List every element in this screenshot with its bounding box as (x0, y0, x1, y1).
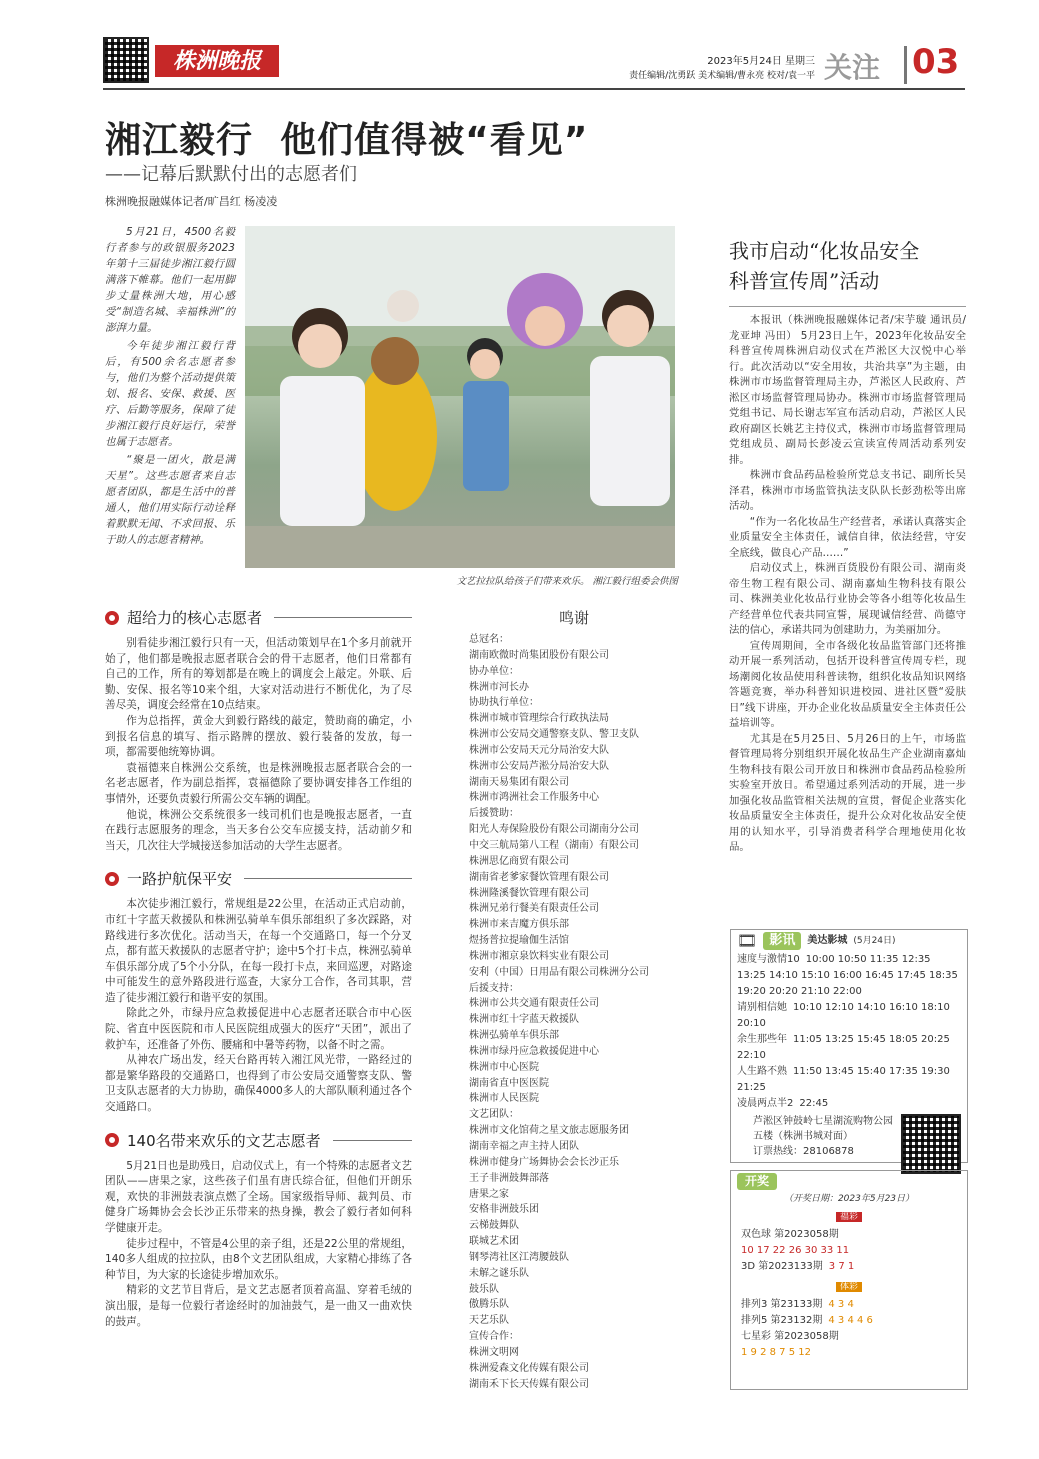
thanks-line: 株洲市文化馆荷之星文旅志愿服务团 (469, 1125, 629, 1137)
thanks-line: 王子非洲鼓舞部落 (469, 1172, 549, 1184)
thanks-line: 唐果之家 (469, 1188, 509, 1200)
movie-item (737, 952, 961, 1000)
masthead-editors: 责任编辑/沈勇跃 美术编辑/曹永亮 校对/袁一平 (629, 71, 815, 81)
thanks-line: 后援支持： (469, 982, 519, 994)
thanks-line: 中交三航局第八工程（湖南）有限公司 (469, 839, 639, 851)
thanks-line: 株洲文明网 (469, 1346, 519, 1358)
thanks-line: 株洲兄弟行餐美有限责任公司 (469, 903, 599, 915)
masthead-date: 2023年5月24日 星期三 (707, 56, 815, 67)
booking-hotline: 订票热线：28106878 (753, 1146, 854, 1157)
thanks-line: 株洲市公安局交通警察支队、警卫支队 (469, 729, 639, 741)
thanks-line: 湖南幸福之声主持人团队 (469, 1141, 579, 1152)
movie-title: 人生路不熟 (737, 1066, 787, 1077)
lead-paragraph: 5月21日，4500名毅行者参与的政银服务2023年第十三届徒步湘江毅行圆满落下帷幕。他们一起用脚步丈量株洲大地，用心感受“制造名城、幸福株洲”的澎湃力量。 (105, 226, 235, 334)
movie-date: (5月24日) (853, 936, 896, 946)
movie-times: 10:10 12:10 14:10 16:10 18:10 20:10 (737, 1002, 950, 1029)
lottery-row (741, 1243, 957, 1259)
thanks-line: 株洲市城市管理综合行政执法局 (469, 713, 609, 725)
movie-times: 11:05 13:25 15:45 18:05 20:25 22:10 (737, 1034, 950, 1061)
thanks-line: 文艺团队： (469, 1109, 519, 1121)
thanks-line: 株洲市公共交通有限责任公司 (469, 998, 599, 1010)
thanks-title: 鸣谢 (558, 609, 589, 627)
movie-box (730, 929, 968, 1163)
movie-times: 10:00 10:50 11:35 12:35 13:25 14:10 15:10 16:00 16:45 17:45 18:35 19:20 20:20 21:10 22:00 (737, 954, 958, 997)
body-paragraph: 除此之外，市绿丹应急救援促进中心志愿者还联合市中心医院、省直中医医院和市人民医院组成强大的医疗“天团”，派出了救护车，还准备了外伤、腰痛和中暑等药物，以备不时之需。 (105, 1007, 412, 1051)
section-title: 超给力的核心志愿者 (127, 609, 263, 627)
thanks-line: 总冠名： (469, 634, 509, 645)
lottery-name: 排列5 第23132期 (741, 1315, 823, 1326)
thanks-line: 株洲隆溪餐饮管理有限公司 (469, 887, 589, 899)
qr-code-cinema[interactable] (901, 1114, 961, 1174)
thanks-line: 阳光人寿保险股份有限公司湖南分公司 (469, 824, 639, 836)
body-paragraph: 株洲市食品药品检验所党总支书记、副所长吴泽君，株洲市市场监管执法支队队长彭劲松等出席活动。 (729, 469, 966, 512)
thanks-line: 傲腾乐队 (469, 1299, 509, 1311)
lead-paragraph: “聚是一团火，散是满天星”。这些志愿者来自志愿者团队，都是生活中的普通人，他们用实际行动诠释着默默无闻、不求回报、乐于助人的志愿者精神。 (105, 454, 235, 546)
body-paragraph: 尤其是在5月25日、5月26日的上午，市场监督管理局将分别组织开展化妆品生产企业湖南嘉灿生物科技有限公司开放日和株洲市食品药品检验所实验室开放日。希望通过系列活动的开展，进一步加强化妆品监管相关法规的宣贯，督促企业落实化妆品质量安全主体责任，提升公众对化妆品安全使用的认知水平，引导消费者科学合理地使用化妆品。 (729, 732, 966, 853)
article-title: 湘江毅行 他们值得被“看见” (105, 120, 589, 161)
movie-item (737, 1000, 961, 1032)
welfare-label: 福彩 (836, 1212, 862, 1222)
movie-badge: 影讯 (763, 932, 801, 950)
body-paragraph: 徒步过程中，不管是4公里的亲子组，还是22公里的常规组，140多人组成的拉拉队，由8个文艺团队组成，大家精心排练了各种节目，为大家的长途徒步增加欢乐。 (105, 1237, 412, 1281)
thanks-line: 天艺乐队 (469, 1315, 509, 1327)
thanks-line: 宣传合作： (469, 1331, 519, 1343)
thanks-line: 湖南天易集团有限公司 (469, 776, 569, 788)
lottery-numbers: 4 3 4 (828, 1299, 854, 1310)
thanks-line: 联城艺术团 (469, 1236, 519, 1248)
thanks-lines (469, 632, 679, 1393)
photo-illustration (245, 226, 675, 568)
movie-item (737, 1064, 961, 1096)
lottery-numbers: 3 7 1 (828, 1261, 855, 1272)
thanks-line: 云梯鼓舞队 (469, 1220, 519, 1232)
body-paragraph: 袁福德来自株洲公交系统，也是株洲晚报志愿者联合会的一名老志愿者，作为副总指挥，袁福德除了要协调安排各工作组的事情外，还要负责毅行所需公交车辆的调配。 (105, 761, 412, 805)
header-divider (904, 46, 907, 84)
thanks-line: 株洲市中心医院 (469, 1061, 539, 1073)
thanks-line: 煜扬普拉提瑜伽生活馆 (469, 935, 569, 947)
newspaper-logo: 株洲晚报 (155, 45, 279, 77)
thanks-list (469, 606, 679, 1393)
cinema-name: 美达影城 (807, 935, 848, 946)
section-title: 140名带来欢乐的文艺志愿者 (127, 1131, 321, 1150)
side-title-line: 科普宣传周”活动 (729, 269, 880, 293)
divider (333, 1140, 412, 1141)
thanks-line: 株洲市人民医院 (469, 1093, 539, 1105)
sports-list (731, 1297, 967, 1361)
sports-label: 体彩 (836, 1282, 862, 1292)
lottery-row (741, 1297, 957, 1313)
bullet-icon (105, 1133, 119, 1147)
thanks-line: 钢琴湾社区江湾腰鼓队 (469, 1251, 569, 1263)
side-title-line: 我市启动“化妆品安全 (729, 239, 920, 263)
movie-title: 速度与激情10 (737, 954, 800, 965)
movie-title: 余生那些年 (737, 1034, 787, 1045)
section-heading (105, 868, 412, 889)
thanks-line: 湖南省老爹家餐饮管理有限公司 (469, 871, 609, 883)
thanks-line: 后援赞助： (469, 808, 519, 820)
side-article-title (729, 236, 966, 296)
thanks-line: 株洲弘骑单车俱乐部 (469, 1030, 559, 1042)
movie-title: 请别相信她 (737, 1002, 787, 1013)
body-paragraph: 本报讯（株洲晚报融媒体记者/宋芋璇 通讯员/龙亚坤 冯田） 5月23日上午，2023年化妆品安全科普宣传周株洲启动仪式在芦淞区大汉悦中心举行。此次活动以“安全用妆，共治共享”为主题，由株洲市市场监督管理局主办，芦淞区人民政府、芦淞区市场监督管理局协办。株洲市市场监督管理局党组书记、局长谢志军宣布活动启动，芦淞区人民政府副区长姚艺主持仪式，株洲市市场监督管理局党组成员、副局长彭凌云宣读宣传周活动系列安排。 (729, 314, 966, 466)
lottery-row (741, 1329, 957, 1345)
body-paragraph: 5月21日也是助残日，启动仪式上，有一个特殊的志愿者文艺团队——唐果之家，这些孩子们虽有唐氏综合征，但他们开朗乐观，欢快的非洲鼓表演点燃了全场。国家级指导师、裁判员、市健身广场舞协会会长沙正乐带来的热身操，教会了毅行者如何科学健康开走。 (105, 1159, 412, 1234)
cinema-address: 芦淞区钟鼓岭七星湖流购物公园五楼（株洲书城对面） (753, 1116, 893, 1142)
body-paragraph: 宣传周期间，全市各级化妆品监管部门还将推动开展一系列活动，包括开设科普宣传周专栏，现场潮阅化妆品使用科普读物，组织化妆品知识网络答题竞赛，举办科普知识进校园、进社区暨“爱肤日”线下讲座，开办企业化妆品质量安全主体责任公益培训等。 (729, 639, 966, 729)
lottery-row (741, 1259, 957, 1275)
lottery-box (730, 1170, 968, 1390)
body-paragraph: 他说，株洲公交系统很多一线司机们也是晚报志愿者，一直在践行志愿服务的理念，当天多台公交车应援支持，活动前夕和当天，几次往大学城接送参加活动的大学生志愿者。 (105, 808, 412, 852)
lottery-row (741, 1227, 957, 1243)
movie-item (737, 1032, 961, 1064)
bullet-icon (105, 872, 119, 886)
lottery-numbers: 4 3 4 4 6 (828, 1315, 873, 1326)
section-title: 一路护航保平安 (127, 870, 233, 889)
photo-caption: 文艺拉拉队给孩子们带来欢乐。 湘江毅行组委会供图 (456, 576, 678, 587)
body-paragraph: 启动仪式上，株洲百货股份有限公司、湖南炎帝生物工程有限公司、湖南嘉灿生物科技有限公司、株洲美业化妆品行业协会等各小组等化妆品生产经营单位代表共同宣誓，展现诚信经营、尚德守法的信心，承诺共同为创建助力，为美丽加分。 (729, 562, 966, 636)
thanks-line: 株洲市公安局天元分局治安大队 (469, 744, 609, 756)
lottery-badge: 开奖 (737, 1173, 777, 1190)
welfare-list (731, 1227, 967, 1275)
section-heading (105, 607, 412, 628)
movie-times: 11:50 13:45 15:40 17:35 19:30 21:25 (737, 1066, 950, 1093)
article-body (105, 607, 412, 1330)
lottery-name: 排列3 第23133期 (741, 1299, 823, 1310)
divider (244, 878, 412, 879)
thanks-line: 协助执行单位： (469, 697, 539, 709)
lottery-name: 双色球 第2023058期 (741, 1229, 839, 1240)
article-photo (245, 226, 675, 568)
article-lead (105, 224, 235, 548)
thanks-line: 株洲市河长办 (469, 681, 529, 693)
thanks-line: 株洲市健身广场舞协会会长沙正乐 (469, 1156, 619, 1168)
body-paragraph: 别看徒步湘江毅行只有一天，但活动策划早在1个多月前就开始了，他们都是晚报志愿者联合会的骨干志愿者，他们日常都有自己的工作，所有的筹划都是在晚上的调度会上敲定。外联、后勤、安保、报名等10来个组，大家对活动进行不断优化，为了尽善尽美，调度会经常在10点结束。 (105, 637, 412, 712)
thanks-line: 株洲爱森文化传媒有限公司 (469, 1362, 589, 1374)
lead-paragraph: 今年徒步湘江毅行背后，有500余名志愿者参与，他们为整个活动提供策划、报名、安保、救援、医疗、后勤等服务，保障了徒步湘江毅行良好运行，荣誉也属于志愿者。 (105, 340, 235, 448)
lottery-row (741, 1345, 957, 1361)
article-subtitle: ——记幕后默默付出的志愿者们 (105, 164, 357, 185)
thanks-line: 安利（中国）日用品有限公司株洲分公司 (469, 966, 649, 978)
movie-title: 凌晨两点半2 (737, 1098, 794, 1109)
lottery-name: 七星彩 第2023058期 (741, 1331, 839, 1342)
header-rule (103, 88, 965, 90)
divider (274, 617, 412, 618)
lottery-date: （开奖日期：2023年5月23日） (783, 1194, 915, 1204)
thanks-line: 安格非洲鼓乐团 (469, 1204, 539, 1216)
body-paragraph: 本次徒步湘江毅行，常规组是22公里，在活动正式启动前，市红十字蓝天救援队和株洲弘骑单车俱乐部组织了多次踩路，对路线进行多次优化。活动当天，在每一个交通路口，每一个分叉点，都有蓝天救援队的志愿者守护；途中5个打卡点，株洲弘骑单车俱乐部分成了5个小分队，在每一段打卡点，来回巡逻，对路途中可能发生的意外路段进行巡查，大家分工合作，各司其职，营造了徒步湘江毅行和谐平安的氛围。 (105, 898, 412, 1004)
qr-code-top[interactable] (103, 37, 149, 83)
thanks-line: 协办单位： (469, 665, 519, 677)
movie-list (731, 952, 967, 1112)
page-number: 03 (912, 42, 960, 82)
thanks-line: 湖南欧微时尚集团股份有限公司 (469, 649, 609, 661)
movie-times: 22:45 (799, 1098, 829, 1109)
thanks-line: 鼓乐队 (469, 1283, 499, 1295)
body-paragraph: 作为总指挥，黄金大到毅行路线的敲定，赞助商的确定，小到报名信息的填写、指示路牌的摆放、毅行装备的发放，每一项，都需要他统筹协调。 (105, 714, 412, 759)
body-paragraph: 精彩的文艺节目背后，是文艺志愿者顶着高温、穿着毛绒的演出服，是每一位毅行者途经时的加油鼓气，是一曲又一曲欢快的鼓声。 (105, 1284, 412, 1328)
body-paragraph: 从神农广场出发，经天台路再转入湘江风光带，一路经过的都是繁华路段的交通路口，也得到了市公安局交通警察支队、警卫支队志愿者的大力协助，确保4000多人的大部队顺利通过各个交通路口。 (105, 1054, 412, 1114)
thanks-line: 株洲市公安局芦淞分局治安大队 (469, 760, 609, 772)
section-name: 关注 (824, 51, 881, 84)
divider (729, 306, 966, 307)
thanks-line: 株洲思亿商贸有限公司 (469, 855, 569, 867)
thanks-line: 株洲市鸿洲社会工作服务中心 (469, 792, 599, 804)
thanks-line: 株洲市湘京泉饮料实业有限公司 (469, 950, 609, 962)
thanks-line: 株洲市来吉魔方俱乐部 (469, 919, 569, 931)
article-byline: 株洲晚报融媒体记者/旷昌红 杨凌凌 (105, 195, 278, 208)
thanks-line: 湖南省直中医医院 (469, 1077, 549, 1089)
lottery-numbers: 10 17 22 26 30 33 11 (741, 1245, 850, 1256)
film-icon: 🎞 (737, 931, 758, 950)
lottery-name: 3D 第2023133期 (741, 1261, 823, 1272)
section-heading (105, 1130, 412, 1151)
side-article (729, 236, 966, 856)
thanks-line: 湖南禾下长天传媒有限公司 (469, 1378, 589, 1390)
thanks-line: 株洲市绿丹应急救援促进中心 (469, 1045, 599, 1057)
bullet-icon (105, 611, 119, 625)
movie-item (737, 1096, 961, 1112)
lottery-numbers: 1 9 2 8 7 5 12 (741, 1347, 811, 1358)
thanks-line: 株洲市红十字蓝天救援队 (469, 1014, 579, 1026)
lottery-row (741, 1313, 957, 1329)
thanks-line: 未解之谜乐队 (469, 1267, 529, 1279)
body-paragraph: “作为一名化妆品生产经营者，承诺认真落实企业质量安全主体责任，诚信自律，依法经营，守安全底线，做良心产品……” (729, 515, 966, 559)
